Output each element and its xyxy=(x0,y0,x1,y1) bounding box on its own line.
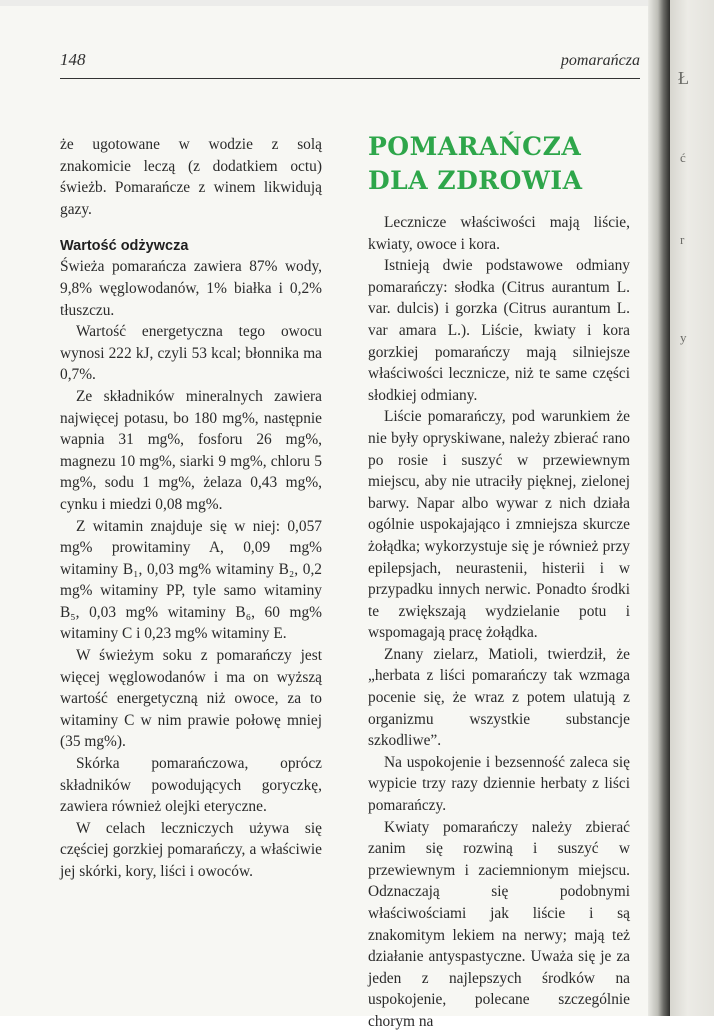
paragraph: Z witamin znajduje się w niej: 0,057 mg% prowitaminy A, 0,09 mg% witaminy B₁, 0,03 mg% witaminy B₂, 0,2 mg% witaminy PP, tyle samo witaminy B₅, 0,03 mg% witaminy B₆, 60 mg% witaminy C i 0,23 mg% witaminy E. xyxy=(60,517,322,643)
book-spine-shadow xyxy=(648,0,670,1016)
paragraph: Świeża pomarańcza zawiera 87% wody, 9,8% węglowodanów, 1% białka i 0,2% tłuszczu. xyxy=(60,258,322,319)
paragraph: Lecznicze właściwości mają liście, kwiaty, owoce i kora. xyxy=(368,214,630,253)
section-title-line: DLA ZDROWIA xyxy=(368,166,583,195)
paragraph: Istnieją dwie podstawowe odmiany pomarańczy: słodka (Citrus aurantum L. var. dulcis) i gorzka (Citrus aurantum L. var amara L.). Liście, kwiaty i kora gorzkiej pomarańczy mają silniejsze właściwości lecznicze, niż te same części słodkiej odmiany. xyxy=(368,257,630,404)
page-top-edge xyxy=(0,0,660,6)
next-page-edge xyxy=(670,0,714,1016)
paragraph: W celach leczniczych używa się częściej gorzkiej pomarańczy, a właściwie jej skórki, kory, liści i owoców. xyxy=(60,819,322,880)
left-column xyxy=(60,134,322,883)
section-title-line: POMARAŃCZA xyxy=(368,132,582,161)
next-page-glyph: ć xyxy=(680,150,686,165)
section-title xyxy=(368,130,638,198)
paragraph: Ze składników mineralnych zawiera najwięcej potasu, bo 180 mg%, następnie wapnia 31 mg%, fosforu 26 mg%, magnezu 10 mg%, siarki 9 mg%, chloru 5 mg%, sodu 1 mg%, żelaza 0,43 mg%, cynku i miedzi 0,08 mg%. xyxy=(60,387,322,513)
paragraph: Skórka pomarańczowa, oprócz składników powodujących goryczkę, zawiera również olejki eteryczne. xyxy=(60,755,322,816)
next-page-glyph: y xyxy=(680,330,687,345)
nutrition-subheading: Wartość odżywcza xyxy=(60,238,189,255)
paragraph: Znany zielarz, Matioli, twierdził, że „herbata z liści pomarańczy tak wzmaga pocenie się, że wraz z potem ulatują z organizmu wszystkie substancje szkodliwe”. xyxy=(368,645,630,750)
paragraph: Kwiaty pomarańczy należy zbierać zanim się rozwiną i suszyć w przewiewnym i zaciemnionym miejscu. Odznaczają się podobnymi właściwościami jak liście i są znakomitym lekiem na nerwy; mają też działanie antyspastyczne. Uważa się je za jeden z najlepszych środków na uspokojenie, polecane szczególnie chorym na xyxy=(368,818,630,1030)
running-head: pomarańcza xyxy=(560,52,640,69)
intro-paragraph: że ugotowane w wodzie z solą znakomicie leczą (z dodatkiem octu) świeżb. Pomarańcze z winem likwidują gazy. xyxy=(60,136,322,218)
header-rule xyxy=(60,78,640,79)
paragraph: W świeżym soku z pomarańczy jest więcej węglowodanów i ma on wyższą wartość energetyczną niż owoce, za to witaminy C w nim prawie połowę mniej (35 mg%). xyxy=(60,647,322,751)
paragraph: Na uspokojenie i bezsenność zaleca się wypicie trzy razy dziennie herbaty z liści pomarańczy. xyxy=(368,753,630,815)
paragraph: Wartość energetyczna tego owocu wynosi 222 kJ, czyli 53 kcal; błonnika ma 0,7%. xyxy=(60,323,322,384)
next-page-glyph: Ł xyxy=(678,68,689,88)
page-number: 148 xyxy=(60,50,86,69)
paragraph: Liście pomarańczy, pod warunkiem że nie były opryskiwane, należy zbierać rano po rosie i suszyć w przewiewnym miejscu, aby nie utraciły pięknej, zielonej barwy. Napar albo wywar z nich działa ogólnie uspokajająco i zmniejsza skurcze żołądka; wykorzystuje się je również przy epilepsjach, neurastenii, histerii i w przypadku innych nerwic. Ponadto środki te zwiększają wydzielanie potu i wspomagają pracę żołądka. xyxy=(368,408,630,642)
next-page-glyph: r xyxy=(680,232,685,247)
right-column xyxy=(368,212,630,1033)
page-header xyxy=(60,50,640,78)
